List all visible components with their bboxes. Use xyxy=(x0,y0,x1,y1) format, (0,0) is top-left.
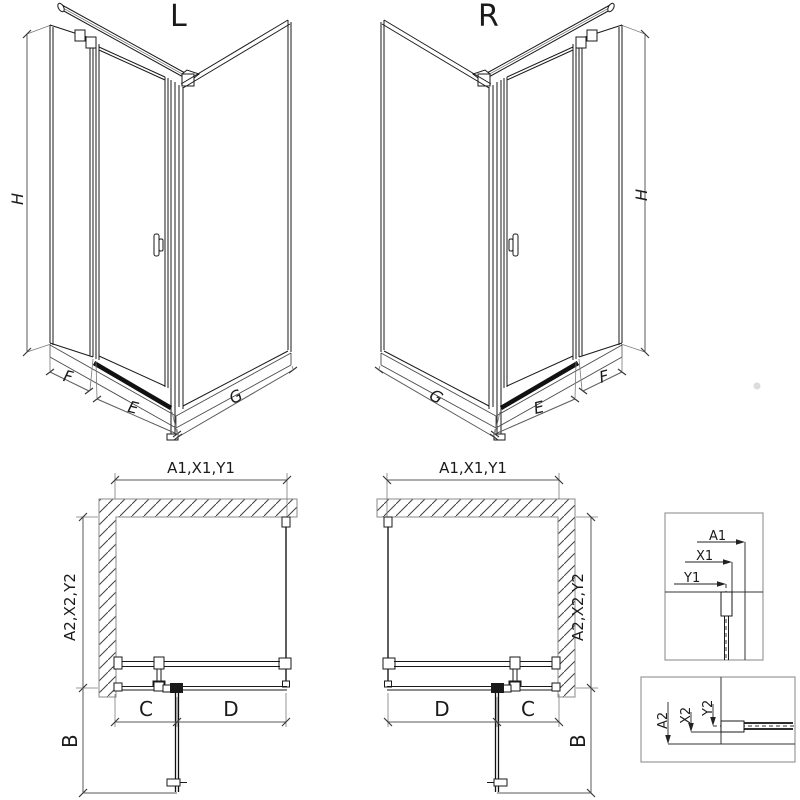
dim-label-a2-left: A2,X2,Y2 xyxy=(61,573,79,641)
detail-box-side-dims xyxy=(641,677,795,762)
detail-label-x1: X1 xyxy=(696,549,714,564)
dim-label-f-right: F xyxy=(597,366,611,387)
dim-label-e-left: E xyxy=(125,397,141,418)
dim-label-d-right: D xyxy=(434,697,450,721)
variant-label-left: L xyxy=(170,0,187,34)
dim-label-a1-right: A1,X1,Y1 xyxy=(439,459,507,477)
dim-label-a2-right: A2,X2,Y2 xyxy=(569,573,587,641)
dim-label-a1-left: A1,X1,Y1 xyxy=(167,459,235,477)
variant-label-right: R xyxy=(478,0,499,34)
dim-label-g-right: G xyxy=(426,385,447,408)
dim-label-g-left: G xyxy=(225,385,246,408)
detail-label-x2: X2 xyxy=(679,706,694,724)
watermark-dot xyxy=(754,383,761,390)
detail-box-top-dims xyxy=(665,513,763,660)
hatched-wall-left-plan xyxy=(99,499,297,697)
detail-label-y1: Y1 xyxy=(684,571,701,586)
dim-label-e-right: E xyxy=(531,397,547,418)
dim-label-c-left: C xyxy=(139,697,153,721)
dim-label-c-right: C xyxy=(521,697,535,721)
detail-label-a1: A1 xyxy=(709,529,727,544)
dim-label-d-left: D xyxy=(223,697,239,721)
dim-label-f-left: F xyxy=(61,366,75,387)
hatched-wall-right-plan xyxy=(377,499,575,697)
dim-label-b-right: B xyxy=(566,734,590,748)
dim-label-b-left: B xyxy=(58,734,82,748)
detail-label-a2: A2 xyxy=(656,711,671,729)
dim-label-h-left: H xyxy=(8,192,27,205)
detail-label-y2: Y2 xyxy=(701,699,716,716)
dim-label-h-right: H xyxy=(632,188,651,201)
